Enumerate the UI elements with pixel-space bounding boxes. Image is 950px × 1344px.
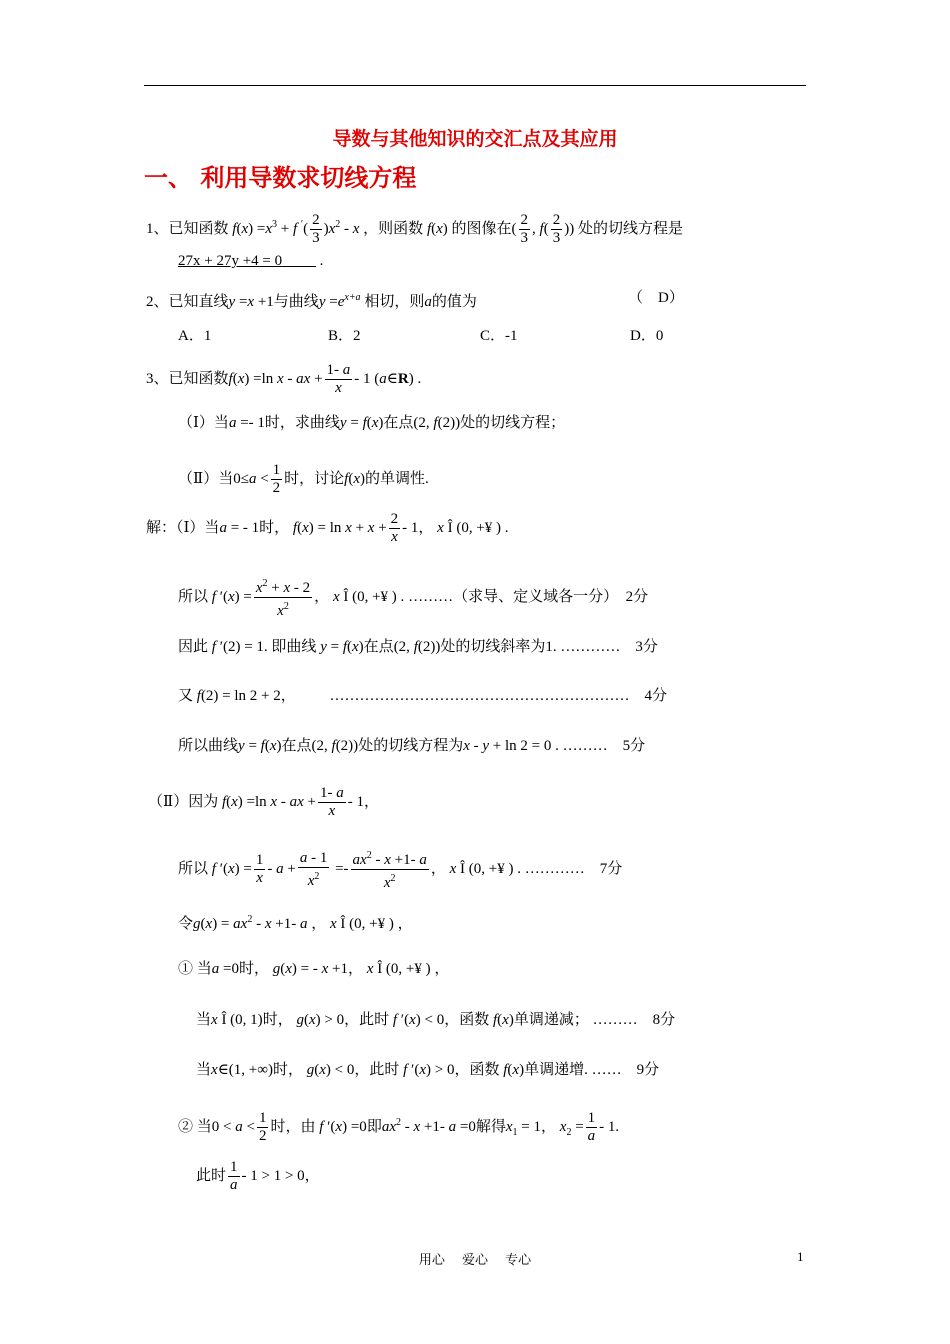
option-c: C．-1 — [480, 328, 518, 344]
section-heading-1: 一、 利用导数求切线方程 — [144, 164, 417, 192]
solution-step-8: 令$g(x) = ax^2 - x +1-$ a ， x Î (0, +¥ ) ， — [178, 914, 413, 932]
solution-step-3: 因此 f ′(2) = 1. 即曲线 y = f(x)在点(2, f(2))处的切线斜率为1. ………… 3分 — [178, 639, 658, 655]
question-2: 2、已知直线y =x +1与曲线$y =e^{x+a}$ 相切，则a的值为 — [146, 292, 477, 310]
question-3-part-1: （Ⅰ）当a =- 1时，求曲线y = f(x)在点(2, f(2))处的切线方程； — [178, 415, 566, 431]
solution-step-6: （Ⅱ）因为 f(x) =ln x - ax + $\frac{1- a}{x}$ - 1， — [148, 785, 379, 819]
solution-step-5: 所以曲线y = f(x)在点(2, f(2))处的切线方程为x - y + ln 2 = 0 . ……… 5分 — [178, 738, 646, 754]
question-3: 3、已知函数f(x) =ln x - ax + $\frac{1- a}{x}$ - 1 (a∈R) . — [146, 362, 422, 396]
solution-step-1: 解：（Ⅰ）当a = - 1时， f(x) = ln x + x + $\frac{2}{x}$ - 1， x Î (0, +¥ ) . — [146, 511, 509, 545]
question-3-part-2: （Ⅱ）当0≤a < $\frac{1}{2}$ 时，讨论f(x)的单调性. — [178, 462, 429, 496]
solution-step-7: 所以 f ′(x) = $\frac{1}{x}$ - a + $\frac{a - 1}{x^2}$ =- $\frac{ax^2 - x +1- a}{x^2}$ ， x Î (0, +¥ ) . ………… 7分 — [178, 847, 622, 892]
page-footer: 用心 爱心 专心 — [418, 1253, 532, 1268]
document-title: 导数与其他知识的交汇点及其应用 — [332, 128, 618, 150]
solution-step-4: 又 f(2) = ln 2 + 2， …………………………………………………… 4分 — [178, 688, 668, 704]
solution-step-10: 当x Î (0, 1)时， g(x) > 0，此时 f ′(x) < 0，函数 f(x)单调递减； ……… 8分 — [196, 1012, 676, 1028]
question-2-answer: （ D） — [628, 290, 684, 306]
question-1-answer: 27x + 27y +4 = 0 . — [178, 253, 324, 269]
answer-blank: 27x + 27y +4 = 0 — [178, 253, 283, 269]
solution-step-12: ② 当0 < a < $\frac{1}{2}$ 时，由 f ′(x) =0即$ax^2 - x +1-$ a =0解得$x_1 = 1$， $x_2$ = $\frac{1}{a}$ - 1. — [178, 1110, 620, 1144]
solution-step-9: ① 当a =0时， g(x) = - x +1， x Î (0, +¥ ) ， — [178, 961, 450, 977]
option-b: B．2 — [328, 328, 361, 344]
solution-step-11: 当x∈(1, +∞)时， g(x) < 0，此时 f ′(x) > 0，函数 f(x)单调递增. …… 9分 — [196, 1062, 660, 1078]
page-number: 1 — [797, 1249, 804, 1264]
option-a: A．1 — [178, 328, 212, 344]
header-rule — [144, 85, 806, 86]
solution-step-13: 此时 $\frac{1}{a}$ - 1 > 1 > 0， — [196, 1159, 320, 1193]
solution-step-2: 所以 f ′(x) = $\frac{x^2 + x - 2}{x^2}$ ， x Î (0, +¥ ) . ………（求导、定义域各一分） 2分 — [178, 575, 648, 620]
option-d: D．0 — [630, 328, 664, 344]
question-1: 1、已知函数 $f(x) =x^3 + f$ ′( $\frac{2}{3}$ )$x^2$ - x ，则函数 f(x) 的图像在( $\frac{2}{3}$ , f( $\frac{2}{3}$ )) 处的切线方程是 — [146, 212, 683, 246]
